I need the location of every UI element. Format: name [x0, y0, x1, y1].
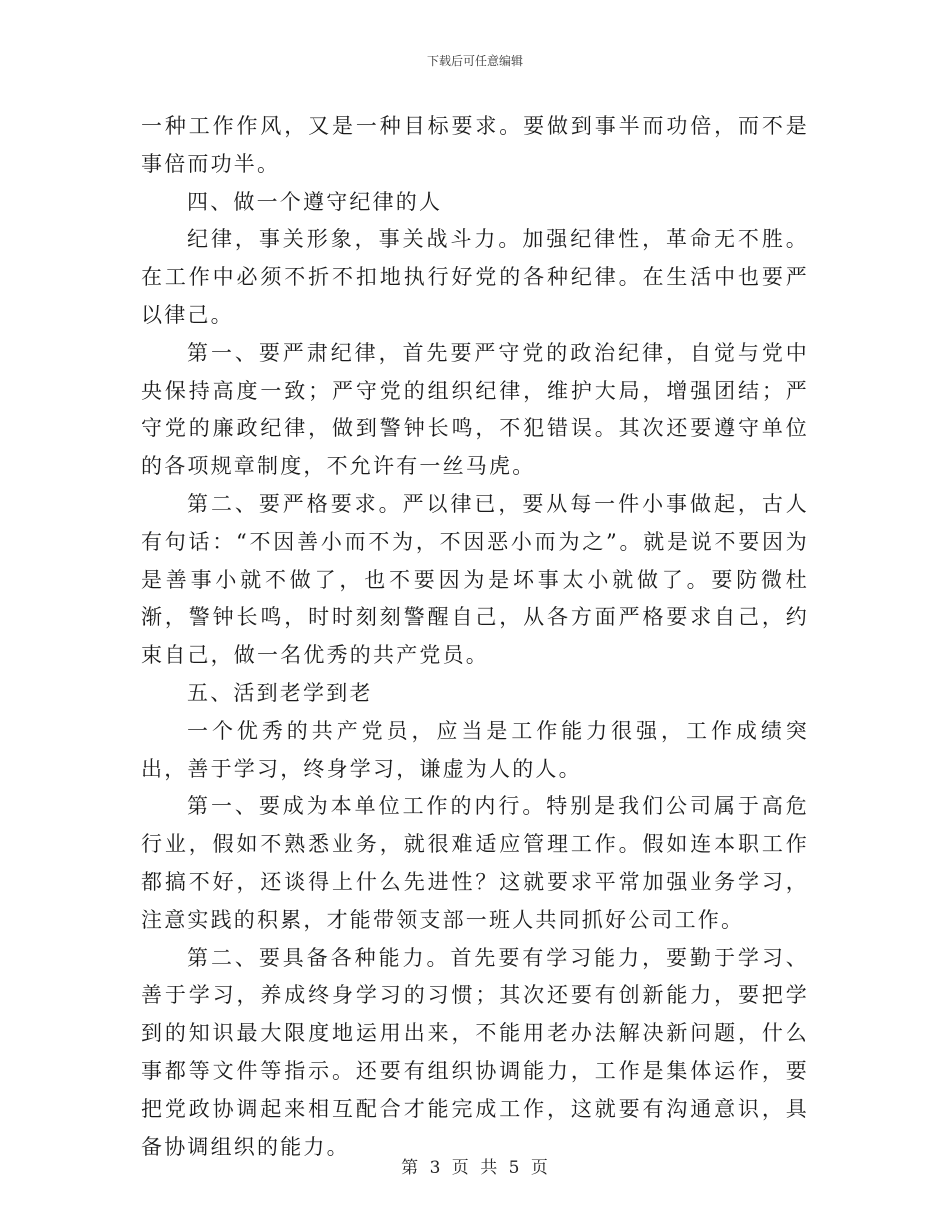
- paragraph-learning-intro: 一个优秀的共产党员，应当是工作能力很强，工作成绩突出，善于学习，终身学习，谦虚为人的人。: [141, 718, 809, 781]
- page-number-footer: 第 3 页 共 5 页: [401, 1158, 549, 1178]
- document-body: [141, 108, 809, 1166]
- paragraph-discipline-first: 第一、要严肃纪律，首先要严守党的政治纪律，自觉与党中央保持高度一致；严守党的组织纪律，维护大局，增强团结；严守党的廉政纪律，做到警钟长鸣，不犯错误。其次还要遵守单位的各项规章制度，不允许有一丝马虎。: [141, 340, 809, 479]
- section-heading-discipline: 四、做一个遵守纪律的人: [187, 189, 443, 214]
- paragraph-learning-second: 第二、要具备各种能力。首先要有学习能力，要勤于学习、善于学习，养成终身学习的习惯；其次还要有创新能力，要把学到的知识最大限度地运用出来，不能用老办法解决新问题，什么事都等文件等指示。还要有组织协调能力，工作是集体运作，要把党政协调起来相互配合才能完成工作，这就要有沟通意识，具备协调组织的能力。: [141, 945, 809, 1159]
- paragraph-discipline-second: 第二、要严格要求。严以律已，要从每一件小事做起，古人有句话：“不因善小而不为，不因恶小而为之”。就是说不要因为是善事小就不做了，也不要因为是坏事太小就做了。要防微杜渐，警钟长鸣，时时刻刻警醒自己，从各方面严格要求自己，约束自己，做一名优秀的共产党员。: [141, 491, 809, 668]
- page-header: 下载后可任意编辑: [426, 54, 523, 68]
- section-heading-learning: 五、活到老学到老: [187, 680, 373, 705]
- paragraph-discipline-intro: 纪律，事关形象，事关战斗力。加强纪律性，革命无不胜。在工作中必须不折不扣地执行好党的各种纪律。在生活中也要严以律己。: [141, 227, 809, 327]
- paragraph-continuation: 一种工作作风，又是一种目标要求。要做到事半而功倍，而不是事倍而功半。: [141, 114, 809, 176]
- paragraph-learning-first: 第一、要成为本单位工作的内行。特别是我们公司属于高危行业，假如不熟悉业务，就很难适应管理工作。假如连本职工作都搞不好，还谈得上什么先进性？这就要求平常加强业务学习，注意实践的积累，才能带领支部一班人共同抓好公司工作。: [141, 794, 809, 932]
